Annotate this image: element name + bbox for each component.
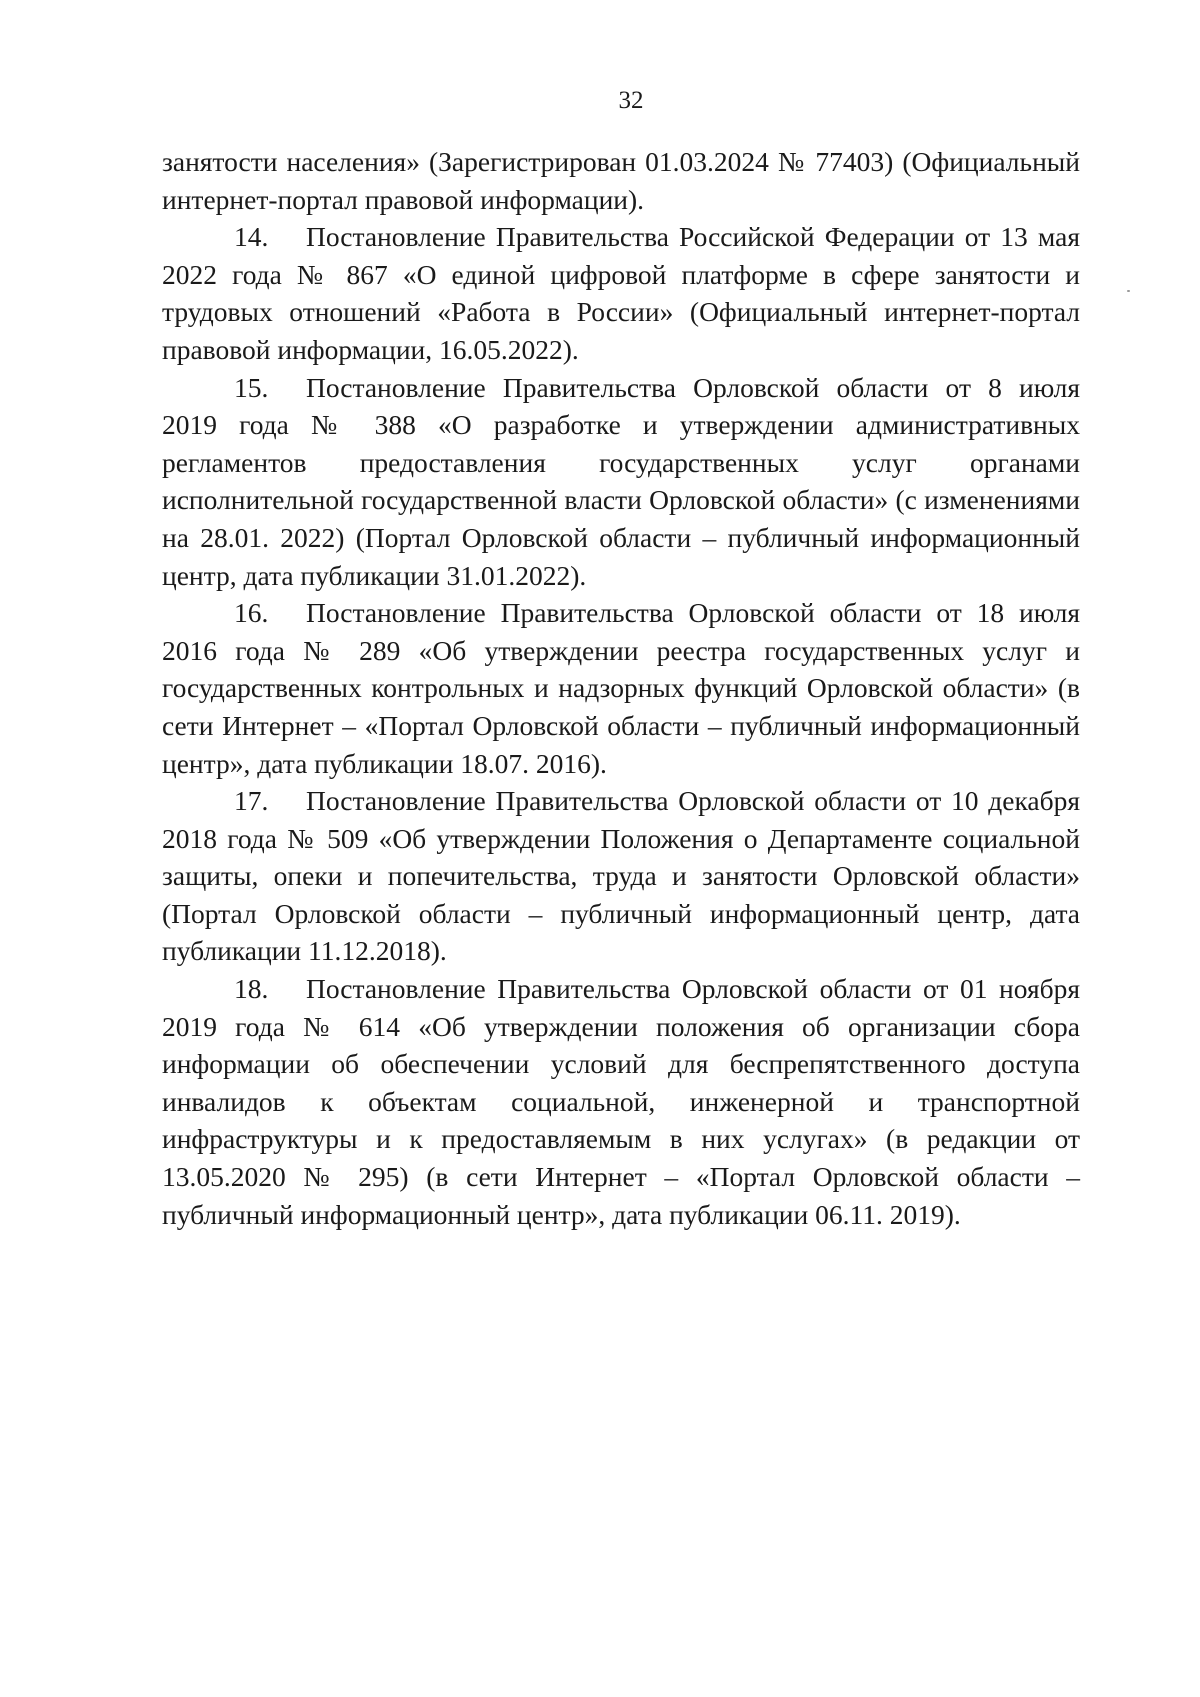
page-number: 32: [618, 87, 644, 114]
item-number: 14.: [234, 221, 269, 253]
list-item-16: [162, 594, 1080, 782]
item-text: Постановление Правительства Орловской области от 01 ноября 2019 года № 614 «Об утверждении положения об организации сбора информации об обеспечении условий для беспрепятственного доступа инвалидов к объектам социальной, инженерной и транспортной инфраструктуры и к предоставляемым в них услугах» (в редакции от 13.05.2020 № 295) (в сети Интернет – «Портал Орловской области – публичный информационный центр», дата публикации 06.11. 2019).: [162, 973, 1080, 1230]
continuation-paragraph: занятости населения» (Зарегистрирован 01.03.2024 № 77403) (Официальный интернет-портал правовой информации).: [162, 146, 1080, 215]
document-body: [162, 143, 1080, 1233]
item-text: Постановление Правительства Российской Федерации от 13 мая 2022 года № 867 «О единой цифровой платформе в сфере занятости и трудовых отношений «Работа в России» (Официальный интернет-портал правовой информации, 16.05.2022).: [162, 221, 1080, 365]
item-text: Постановление Правительства Орловской области от 18 июля 2016 года № 289 «Об утверждении реестра государственных услуг и государственных контрольных и надзорных функций Орловской области» (в сети Интернет – «Портал Орловской области – публичный информационный центр», дата публикации 18.07. 2016).: [162, 597, 1080, 779]
list-item-15: [162, 369, 1080, 595]
list-item-17: [162, 782, 1080, 970]
item-number: 17.: [234, 785, 269, 817]
item-number: 15.: [234, 371, 269, 403]
item-number: 18.: [234, 973, 269, 1005]
scan-speck: [1127, 290, 1130, 292]
item-text: Постановление Правительства Орловской области от 8 июля 2019 года № 388 «О разработке и утверждении административных регламентов предоставления государственных услуг органами исполнительной государственной власти Орловской области» (с изменениями на 28.01. 2022) (Портал Орловской области – публичный информационный центр, дата публикации 31.01.2022).: [162, 371, 1080, 591]
item-number: 16.: [234, 597, 269, 629]
list-item-14: [162, 218, 1080, 368]
item-text: Постановление Правительства Орловской области от 10 декабря 2018 года № 509 «Об утверждении Положения о Департаменте социальной защиты, опеки и попечительства, труда и занятости Орловской области» (Портал Орловской области – публичный информационный центр, дата публикации 11.12.2018).: [162, 785, 1080, 967]
list-item-18: [162, 970, 1080, 1233]
